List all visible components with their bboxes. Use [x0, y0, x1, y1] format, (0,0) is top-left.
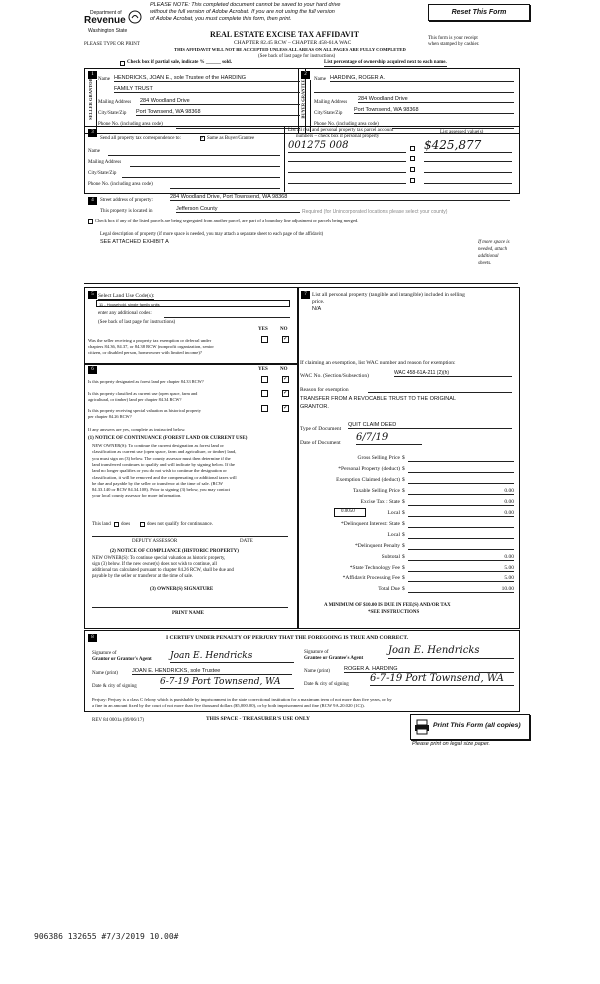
fee-dollar-sign: $: [402, 521, 405, 527]
section6-no-header: NO: [280, 367, 288, 372]
exempt-no-check: ✓: [283, 336, 289, 342]
personal-prop-value[interactable]: N/A: [312, 306, 322, 312]
page-title: REAL ESTATE EXCISE TAX AFFIDAVIT: [210, 30, 360, 39]
notice-line2: without the full version of Adobe Acrobat. If you are not using the full version: [150, 9, 335, 15]
fee-value-exemption[interactable]: [408, 477, 514, 484]
notice-line3: of Adobe Acrobat, you must complete this form, then print.: [150, 16, 292, 22]
buyer-divider: [310, 80, 311, 132]
county-hint: Required (for Unincorporated locations please select your county): [302, 209, 448, 215]
reset-button[interactable]: Reset This Form: [428, 4, 530, 21]
doc-type-label: Type of Document: [300, 426, 342, 432]
reason-value-2[interactable]: GRANTOR.: [300, 404, 329, 410]
section-4-badge: 4: [88, 197, 97, 205]
located-in-label: This property is located in: [100, 209, 153, 214]
more-space-2: needed, attach: [478, 247, 508, 252]
section4-bottom-rule: [84, 283, 518, 284]
reason-line: [368, 386, 512, 393]
hist-yes-checkbox[interactable]: [261, 405, 268, 412]
buyer-side-label: BUYER GRANTEE: [300, 79, 306, 119]
fee-value-gross[interactable]: [408, 455, 514, 462]
fee-dollar-sign: $: [402, 477, 405, 483]
street-address-field[interactable]: 284 Woodland Drive, Port Townsend, WA 98368: [170, 194, 510, 201]
notice-compliance-title: (2) NOTICE OF COMPLIANCE (HISTORIC PROPERTY): [110, 549, 239, 554]
q-exempt-3: citizen, or disabled person, homeowner with limited income)?: [88, 350, 202, 355]
fee-label-penalty-label: *Delinquent Penalty: [354, 543, 400, 549]
parcel-1-checkbox[interactable]: [410, 146, 415, 151]
grantee-sig-label-2: Grantee or Grantee's Agent: [304, 656, 364, 661]
current-no-check: ✓: [283, 390, 289, 396]
section3-mailing-field[interactable]: [130, 160, 280, 167]
seller-divider: [96, 80, 97, 132]
section-5-badge: 5: [88, 291, 97, 299]
seller-name-field[interactable]: HENDRICKS, JOAN E., sole Trustee of the HARDING: [114, 75, 300, 82]
fee-label-exemption-label: Exemption Claimed (deduct): [336, 477, 400, 483]
assessed-3-field[interactable]: [424, 166, 512, 173]
fee-label-tech-fee-label: *State Technology Fee: [349, 565, 400, 571]
segregated-label: Check box if any of the listed parcels are being segregated from another parcel, are part of a boundary line adjustment or parcels being merged.: [95, 218, 359, 223]
buyer-name-label: Name: [314, 77, 326, 82]
grantor-signature[interactable]: Joan E. Hendricks: [170, 650, 294, 663]
buyer-mailing-label: Mailing Address: [314, 100, 348, 105]
section3-name-label: Name: [88, 149, 100, 154]
notice-continuance-title: (1) NOTICE OF CONTINUANCE (FOREST LAND OR CURRENT USE): [88, 436, 248, 441]
land-use-select[interactable]: 11 - Household, single family units: [96, 300, 290, 307]
chapter-line: CHAPTER 82.45 RCW – CHAPTER 458-61A WAC: [234, 40, 352, 46]
send-correspondence-label: Send all property tax correspondence to:: [100, 136, 181, 141]
grantor-name-field[interactable]: JOAN E. HENDRICKS, sole Trustee: [132, 668, 292, 675]
fee-dollar-sign: $: [402, 466, 405, 472]
fee-dollar-sign: $: [402, 488, 405, 494]
parcel-header-1: List all real and personal property tax parcel account: [288, 128, 394, 133]
q-hist-1: Is this property receiving special valuation as historical property: [88, 408, 201, 413]
print-form-button[interactable]: [410, 714, 530, 740]
dept-line2: Revenue: [84, 15, 126, 26]
type-or-print: PLEASE TYPE OR PRINT: [84, 42, 140, 47]
fee-value-total[interactable]: 10.00: [408, 586, 514, 593]
section3-phone-field[interactable]: [170, 182, 280, 189]
legal-paper-note: Please print on legal size paper.: [412, 741, 491, 747]
section3-mailing-label: Mailing Address: [88, 160, 122, 165]
minimum-note-1: A MINIMUM OF $10.00 IS DUE IN FEE(S) AND/OR TAX: [324, 603, 451, 608]
parcel-2-field[interactable]: [288, 155, 406, 162]
fee-value-affidavit-fee[interactable]: 5.00: [408, 575, 514, 582]
buyer-phone-label: Phone No. (including area code): [314, 122, 379, 127]
assessed-header: List assessed value(s): [440, 130, 484, 135]
doc-date-label: Date of Document: [300, 440, 341, 446]
section3-name-field[interactable]: [108, 149, 280, 156]
fee-dollar-sign: $: [402, 554, 405, 560]
notice-comp-3: additional tax calculated pursuant to chapter 84.26 RCW, shall be due and: [92, 568, 234, 573]
treasurer-note: THIS SPACE - TREASURER'S USE ONLY: [206, 716, 310, 722]
q-exempt-2: chapters 84.36, 84.37, or 84.38 RCW (nonprofit organization, senior: [88, 344, 214, 349]
section3-phone-label: Phone No. (including area code): [88, 182, 153, 187]
fee-label-subtotal-label: Subtotal: [381, 554, 400, 560]
owner-signature-label: (3) OWNER(S) SIGNATURE: [150, 587, 214, 592]
reason-label: Reason for exemption: [300, 387, 349, 393]
notice-cont-9: your local county assessor for more information.: [92, 493, 182, 499]
section-8-badge: 8: [88, 634, 97, 642]
q-forest: Is this property designated as forest land per chapter 84.33 RCW?: [88, 379, 204, 384]
assessed-value-field[interactable]: $425,877: [424, 138, 512, 153]
fee-label-local-label: Local: [387, 510, 400, 516]
notice-cont-3: you must sign on (3) below. The county assessor must then determine if the: [92, 455, 231, 461]
fee-label-delinquent-label: *Delinquent Interest: State: [341, 521, 400, 527]
notice-line1: PLEASE NOTE: This completed document cannot be saved to your hard drive: [150, 2, 341, 8]
notice-comp-4: payable by the seller or transferor at the time of sale.: [92, 574, 194, 579]
fee-dollar-sign: $: [402, 575, 405, 581]
more-space-1: If more space is: [478, 240, 510, 245]
section6-yes-header: YES: [258, 367, 268, 372]
section3-city-field[interactable]: [122, 171, 280, 178]
print-name-label: PRINT NAME: [172, 611, 204, 616]
print-name-line[interactable]: [92, 603, 288, 608]
grantor-date-city-label: Date & city of signing: [92, 684, 137, 689]
notice-cont-5: land no longer qualifies or you do not wish to continue the designation or: [92, 468, 227, 474]
fee-dollar-sign: $: [402, 455, 405, 461]
parcel-4-field[interactable]: [288, 177, 406, 184]
dept-line3: Washington State: [88, 28, 128, 34]
forest-no-check: ✓: [283, 376, 289, 382]
grantor-sig-label-1: Signature of: [92, 651, 117, 656]
parcel-2-checkbox[interactable]: [410, 156, 415, 161]
fee-dollar-sign: $: [402, 565, 405, 571]
wa-seal-icon: [128, 10, 142, 24]
q-exempt-1: Was the seller receiving a property tax exemption or deferral under: [88, 338, 212, 343]
q-current-2: agricultural, or timber) land per chapter 84.34 RCW?: [88, 397, 182, 402]
buyer-name-field[interactable]: HARDING, ROGER A.: [330, 75, 514, 82]
parcel-4-checkbox[interactable]: [410, 178, 415, 183]
q-current-1: Is this property classified as current use (open space, farm and: [88, 391, 198, 396]
does-not-checkbox[interactable]: [140, 522, 145, 527]
section-6-badge: 6: [88, 366, 97, 374]
same-as-buyer-label: Same as Buyer/Grantee: [207, 136, 255, 141]
perjury-2: a fine in an amount fixed by the court of not more than five thousand dollars ($5,000.00), or by both imprisonment and fine (RCW 9A.20.020 (1C)).: [92, 703, 365, 708]
seller-name-field-2[interactable]: FAMILY TRUST: [114, 86, 300, 93]
legal-description-field[interactable]: SEE ATTACHED EXHIBIT A: [100, 239, 169, 245]
county-field[interactable]: Jefferson County: [176, 206, 300, 213]
seller-city-field[interactable]: Port Townsend, WA 98368: [136, 109, 300, 116]
notice-comp-1: NEW OWNER(S): To continue special valuation as historic property,: [92, 556, 226, 561]
local-rate: 0.0050: [341, 509, 355, 514]
fee-dollar-sign: $: [402, 586, 405, 592]
parcel-3-field[interactable]: [288, 166, 406, 173]
fee-label-excise-state-label: Excise Tax : State: [360, 499, 400, 505]
rev-number: REV 84 0001a (09/06/17): [92, 718, 144, 723]
seller-side-label: SELLER GRANTOR: [87, 78, 93, 120]
personal-prop-2: price.: [312, 299, 325, 305]
assessed-2-field[interactable]: [424, 155, 512, 162]
notice-cont-7: be due and payable by the seller or transferor at the time of sale. (RCW: [92, 480, 224, 486]
section-2-badge: 2: [301, 71, 310, 79]
ownership-note: List percentage of ownership acquired next to each name.: [324, 60, 447, 65]
exempt-yes-checkbox[interactable]: [261, 336, 268, 343]
buyer-mailing-field[interactable]: 284 Woodland Drive: [358, 96, 514, 103]
segregated-checkbox[interactable]: [88, 219, 93, 224]
current-yes-checkbox[interactable]: [261, 390, 268, 397]
seller-name-label: Name: [98, 77, 110, 82]
see-back-note: (See back of last page for instructions): [258, 54, 336, 59]
fee-label-personal-label: *Personal Property (deduct): [338, 466, 400, 472]
parcel-3-checkbox[interactable]: [410, 167, 415, 172]
minimum-note-2: *SEE INSTRUCTIONS: [368, 610, 420, 615]
doc-type-field[interactable]: QUIT CLAIM DEED: [348, 422, 512, 429]
not-accepted-note: THIS AFFIDAVIT WILL NOT BE ACCEPTED UNLESS ALL AREAS ON ALL PAGES ARE FULLY COMPLETED: [174, 47, 406, 52]
q-hist-2: per chapter 84.26 RCW?: [88, 414, 132, 419]
same-as-buyer-x: ✓: [200, 135, 205, 141]
wac-label: WAC No. (Section/Subsection): [300, 373, 369, 379]
notice-comp-2: sign (3) below. If the new owner(s) does not wish to continue, all: [92, 562, 217, 567]
section-7-badge: 7: [301, 291, 310, 299]
printer-icon: [414, 719, 430, 735]
partial-sale-checkbox[interactable]: [120, 61, 125, 66]
section-3-badge: 3: [88, 129, 97, 137]
grantee-date-city-field[interactable]: 6-7-19 Port Townsend, WA: [370, 672, 514, 686]
fee-value-penalty[interactable]: [408, 543, 514, 550]
wac-field[interactable]: WAC 458-61A-211 (2)(h): [394, 370, 512, 377]
fee-dollar-sign: $: [402, 510, 405, 516]
forest-yes-checkbox[interactable]: [261, 376, 268, 383]
fee-dollar-sign: $: [402, 543, 405, 549]
fee-dollar-sign: $: [402, 499, 405, 505]
fee-value-tech-fee[interactable]: 5.00: [408, 565, 514, 572]
buyer-city-label: City/State/Zip: [314, 111, 343, 116]
does-not-label: does not qualify for continuance.: [147, 522, 213, 527]
fee-label-local2-label: Local: [387, 532, 400, 538]
this-land-label: This land: [92, 522, 111, 527]
section3-city-label: City/State/Zip: [88, 171, 117, 176]
fee-value-excise-state[interactable]: 0.00: [408, 499, 514, 506]
receipt-note1: This form is your receipt: [428, 36, 478, 41]
fee-label-taxable-label: Taxable Selling Price: [353, 488, 400, 494]
fee-label-affidavit-fee-label: *Affidavit Processing Fee: [342, 575, 400, 581]
deputy-assessor-label: DEPUTY ASSESSOR: [132, 539, 178, 544]
partial-sale-label: Check box if partial sale, indicate % ______ sold.: [127, 60, 233, 65]
seller-mailing-field[interactable]: 284 Woodland Drive: [140, 98, 300, 105]
section-1-badge: 1: [88, 71, 97, 79]
notice-cont-6: classification, it will be removed and the compensating or additional taxes will: [92, 474, 237, 480]
enter-additional-label: enter any additional codes:: [98, 311, 152, 316]
perjury-1: Perjury: Perjury is a class C felony which is punishable by imprisonment in the state correctional institution for a maximum term of not more than five years, or by: [92, 697, 392, 702]
seller-phone-label: Phone No. (including area code): [98, 122, 163, 127]
parcel-number-field[interactable]: 001275 008: [288, 140, 406, 153]
fee-value-subtotal[interactable]: 0.00: [408, 554, 514, 561]
if-yes-note: If any answers are yes, complete as instructed below.: [88, 427, 186, 432]
hist-no-check: ✓: [283, 405, 289, 411]
assessed-4-field[interactable]: [424, 177, 512, 184]
dept-line1: Department of: [90, 10, 122, 16]
section5-no-header: NO: [280, 327, 288, 332]
revenue-logo: [82, 6, 142, 36]
more-space-4: sheets.: [478, 261, 492, 266]
seller-city-label: City/State/Zip: [98, 111, 127, 116]
fee-value-delinquent[interactable]: [408, 521, 514, 528]
fee-label-gross-label: Gross Selling Price: [357, 455, 400, 461]
additional-codes-field[interactable]: [164, 311, 290, 318]
fee-dollar-sign: $: [402, 532, 405, 538]
grantee-date-city-label: Date & city of signing: [304, 682, 349, 687]
section3-divider: [284, 126, 285, 192]
notice-cont-1: NEW OWNER(S): To continue the current designation as forest land or: [92, 443, 224, 448]
land-use-label: Select Land Use Code(s):: [98, 293, 155, 299]
street-address-label: Street address of property:: [100, 198, 153, 203]
recording-stamp: 906386 132655 #7/3/2019 10.00#: [34, 932, 179, 941]
claiming-exemption: If claiming an exemption, list WAC number and reason for exemption:: [300, 360, 456, 366]
more-space-3: additional: [478, 254, 499, 259]
reason-value-1[interactable]: TRANSFER FROM A REVOCABLE TRUST TO THE ORIGINAL: [300, 396, 456, 402]
parcel-header-2: numbers – check box if personal property: [296, 134, 380, 139]
does-label: does: [121, 522, 131, 527]
print-form-label: Print This Form (all copies): [433, 722, 521, 729]
personal-prop-1: List all personal property (tangible and intangible) included in selling: [312, 292, 465, 298]
doc-date-field[interactable]: 6/7/19: [356, 432, 422, 445]
fee-value-local[interactable]: 0.00: [408, 510, 514, 517]
grantor-sig-label-2: Grantor or Grantor's Agent: [92, 657, 152, 662]
grantor-date-city-field[interactable]: 6-7-19 Port Townsend, WA: [160, 676, 294, 689]
notice-cont-8: 84.33.140 or RCW 84.34.108). Prior to signing (3) below, you may contact: [92, 487, 231, 493]
grantee-sig-label-1: Signature of: [304, 650, 329, 655]
fee-value-personal[interactable]: [408, 466, 514, 473]
fee-value-local2[interactable]: [408, 532, 514, 539]
buyer-city-field[interactable]: Port Townsend, WA 98368: [354, 107, 514, 114]
does-checkbox[interactable]: [114, 522, 119, 527]
grantee-name-field[interactable]: ROGER A. HARDING: [344, 666, 514, 673]
notice-cont-4: land transferred continues to qualify and will indicate by signing below. If the: [92, 461, 235, 467]
certify-statement: I CERTIFY UNDER PENALTY OF PERJURY THAT THE FOREGOING IS TRUE AND CORRECT.: [166, 635, 409, 641]
fee-value-taxable[interactable]: 0.00: [408, 488, 514, 495]
seller-mailing-label: Mailing Address: [98, 100, 132, 105]
legal-description-label: Legal description of property (if more space is needed, you may attach a separate sheet to each page of the affidavit): [100, 232, 324, 237]
buyer-name-field-2[interactable]: [314, 86, 514, 93]
deputy-date-label: DATE: [240, 539, 253, 544]
receipt-note2: when stamped by cashier.: [428, 42, 480, 47]
grantee-name-label: Name (print): [304, 669, 330, 674]
section5-yes-header: YES: [258, 327, 268, 332]
grantee-signature[interactable]: Joan E. Hendricks: [388, 644, 514, 659]
fee-label-total-label: Total Due: [378, 586, 400, 592]
section5-see-back: (See back of last page for instructions): [98, 320, 176, 325]
notice-cont-2: classification as current use (open space, farm and agriculture, or timber) land,: [92, 449, 237, 455]
deputy-assessor-line: [92, 532, 288, 537]
grantor-name-label: Name (print): [92, 671, 118, 676]
